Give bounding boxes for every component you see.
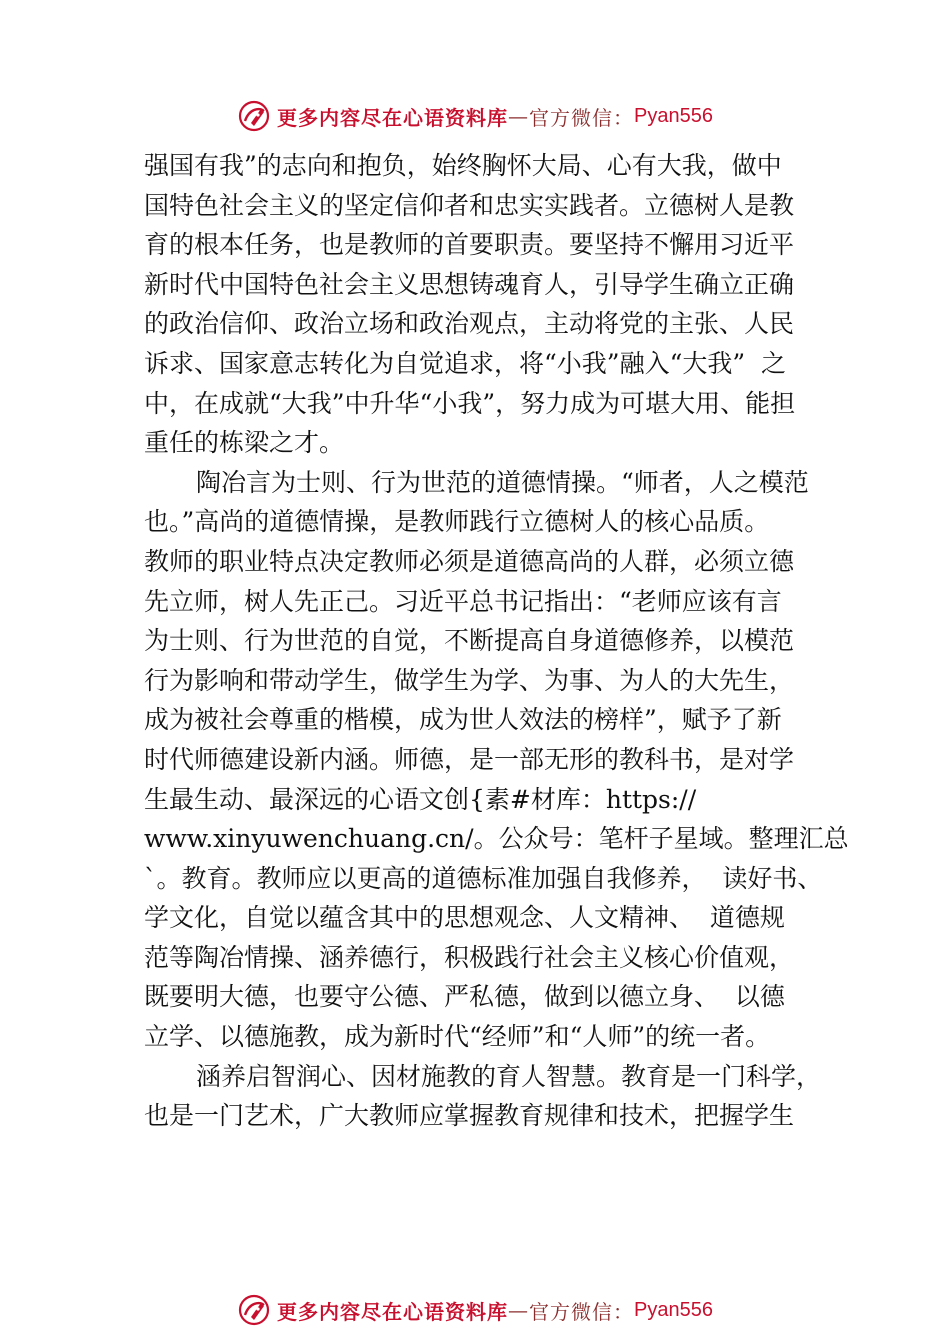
text-line: 学文化，自觉以蕴含其中的思想观念、人文精神、 道德规 (144, 903, 785, 933)
banner-wechat-id: Pyan556 (634, 1298, 713, 1321)
banner-separator: — (508, 1298, 530, 1322)
text-line: 新时代中国特色社会主义思想铸魂育人，引导学生确立正确 (144, 269, 795, 299)
text-line: 的政治信仰、政治立场和政治观点，主动将党的主张、人民 (144, 309, 795, 339)
text-line: 行为影响和带动学生，做学生为学、为事、为人的大先生， (144, 665, 795, 695)
footer-banner (0, 1290, 950, 1330)
text-line: 强国有我”的志向和抱负，始终胸怀大局、心有大我，做中 (144, 151, 782, 180)
text-line: 时代师德建设新内涵。师德，是一部无形的教科书，是对学 (144, 744, 795, 774)
banner-separator: — (508, 104, 530, 128)
banner-promo-text: 更多内容尽在心语资料库 (277, 105, 509, 130)
article-body (144, 146, 849, 1136)
text-line: 育的根本任务，也是教师的首要职责。要坚持不懈用习近平 (144, 230, 795, 260)
text-line: 也是一门艺术，广大教师应掌握教育规律和技术，把握学生 (144, 1101, 795, 1131)
paragraph-first-line: 涵养启智润心、因材施教的育人智慧。教育是一门科学， (196, 1061, 822, 1091)
text-line: `。教育。教师应以更高的道德标准加强自我修养， 读好书、 (144, 863, 823, 893)
text-line: 既要明大德，也要守公德、严私德，做到以德立身、 以德 (144, 982, 785, 1012)
text-line: 教师的职业特点决定教师必须是道德高尚的人群，必须立德 (144, 546, 795, 576)
text-line: 中，在成就“大我”中升华“小我”，努力成为可堪大用、能担 (144, 388, 796, 418)
banner-promo-text: 更多内容尽在心语资料库 (277, 1299, 509, 1324)
banner-official-label: 官方微信： (529, 105, 635, 130)
text-line: 重任的栋梁之才。 (144, 428, 345, 458)
text-line: 诉求、国家意志转化为自觉追求，将“小我”融入“大我” 之 (144, 348, 787, 378)
text-line: 也。”高尚的道德情操，是教师践行立德树人的核心品质。 (144, 507, 770, 537)
header-banner (0, 96, 950, 136)
text-line: 国特色社会主义的坚定信仰者和忠实实践者。立德树人是教 (144, 190, 795, 220)
pen-nib-swirl-logo (237, 1293, 271, 1327)
text-line: 先立师，树人先正己。习近平总书记指出：“老师应该有言 (144, 586, 782, 616)
text-line: 为士则、行为世范的自觉，不断提高自身道德修养，以模范 (144, 626, 795, 656)
banner-official-label: 官方微信： (529, 1299, 635, 1324)
pen-nib-swirl-logo (237, 99, 271, 133)
text-line: www.xinyuwenchuang.cn/。公众号：笔杆子星域。整理汇总 (144, 824, 849, 854)
text-line: 生最生动、最深远的心语文创{素#材库：https:// (144, 784, 697, 814)
text-line: 成为被社会尊重的楷模，成为世人效法的榜样”，赋予了新 (144, 705, 782, 735)
paragraph-first-line: 陶冶言为士则、行为世范的道德情操。“师者，人之模范 (196, 467, 809, 497)
banner-wechat-id: Pyan556 (634, 104, 713, 127)
text-line: 立学、以德施教，成为新时代“经师”和“人师”的统一者。 (144, 1022, 771, 1052)
text-line: 范等陶冶情操、涵养德行，积极践行社会主义核心价值观， (144, 942, 795, 972)
